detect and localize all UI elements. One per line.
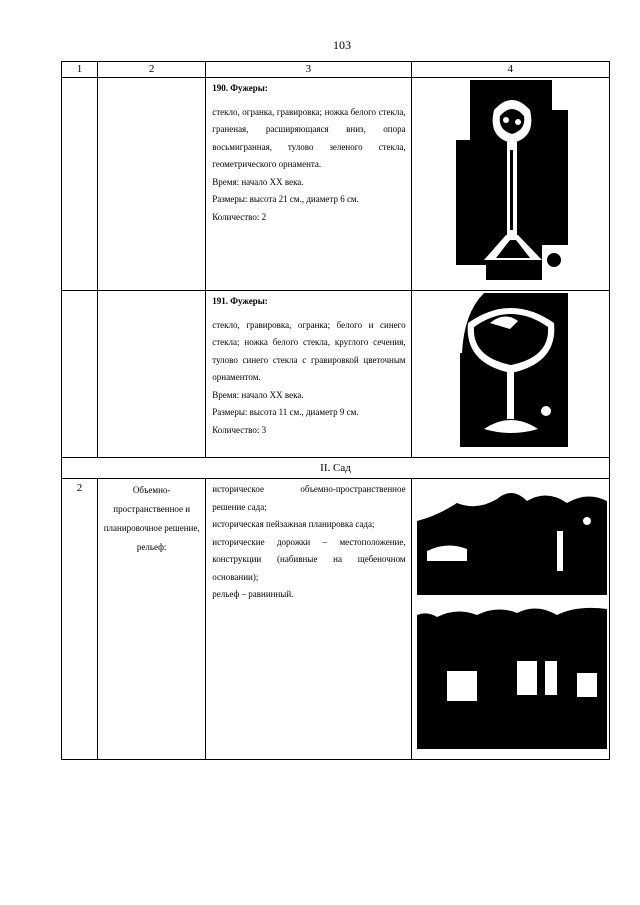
table-header-row <box>62 62 610 78</box>
feature-name: Объемно-пространственное и планировочное решение, рельеф: <box>98 479 206 760</box>
feature-description-cell <box>206 479 411 760</box>
item-title: 190. Фужеры: <box>212 83 268 93</box>
header-col-2: 2 <box>98 62 206 78</box>
blue-glass-photo-art <box>454 293 568 447</box>
section-title: II. Сад <box>62 458 610 479</box>
header-col-1: 1 <box>62 62 98 78</box>
garden-photo <box>417 481 607 595</box>
item-description-cell <box>206 291 411 458</box>
item-quantity: Количество: 3 <box>212 424 267 435</box>
empty-cell <box>62 78 98 291</box>
item-photo-cell <box>411 78 609 291</box>
garden-photos-cell <box>411 479 609 760</box>
item-title: 191. Фужеры: <box>212 296 268 306</box>
wine-glass-photo-art <box>456 80 568 280</box>
table-row <box>62 291 610 458</box>
feature-line: историческое объемно-пространственное решение сада; <box>212 484 406 512</box>
item-photo-cell <box>411 291 609 458</box>
wine-glass-photo <box>456 80 568 280</box>
wine-glass-photo <box>454 293 568 447</box>
header-col-3: 3 <box>206 62 411 78</box>
item-description-cell <box>206 78 411 291</box>
garden-photo <box>417 601 607 749</box>
page-number: 103 <box>333 38 351 52</box>
garden-photo-art-1 <box>417 481 607 595</box>
item-size: Размеры: высота 21 см., диаметр 6 см. <box>212 194 359 205</box>
row-number: 2 <box>62 479 98 760</box>
feature-line: рельеф – равнинный. <box>212 589 294 600</box>
item-time: Время: начало XX века. <box>212 389 304 400</box>
table-row <box>62 78 610 291</box>
item-size: Размеры: высота 11 см., диаметр 9 см. <box>212 407 359 418</box>
garden-photo-art-2 <box>417 601 607 749</box>
item-quantity: Количество: 2 <box>212 211 267 222</box>
feature-line: исторические дорожки – местоположение, конструкции (набивные на щебеночном основании); <box>212 536 406 582</box>
empty-cell <box>98 291 206 458</box>
header-col-4: 4 <box>411 62 609 78</box>
empty-cell <box>62 291 98 458</box>
feature-line: историческая пейзажная планировка сада; <box>212 519 375 530</box>
section-row <box>62 458 610 479</box>
table-row <box>62 479 610 760</box>
monument-table <box>61 61 610 760</box>
item-time: Время: начало XX века. <box>212 176 304 187</box>
item-description: стекло, гравировка, огранка; белого и синего стекла; ножка белого стекла, круглого сечения, тулово синего стекла с гравировкой цветочным орнаментом. <box>212 319 406 383</box>
item-description: стекло, огранка, гравировка; ножка белого стекла, граненая, расширяющаяся вниз, опора восьмигранная, тулово зеленого стекла, геометрического орнамента. <box>212 106 406 170</box>
empty-cell <box>98 78 206 291</box>
